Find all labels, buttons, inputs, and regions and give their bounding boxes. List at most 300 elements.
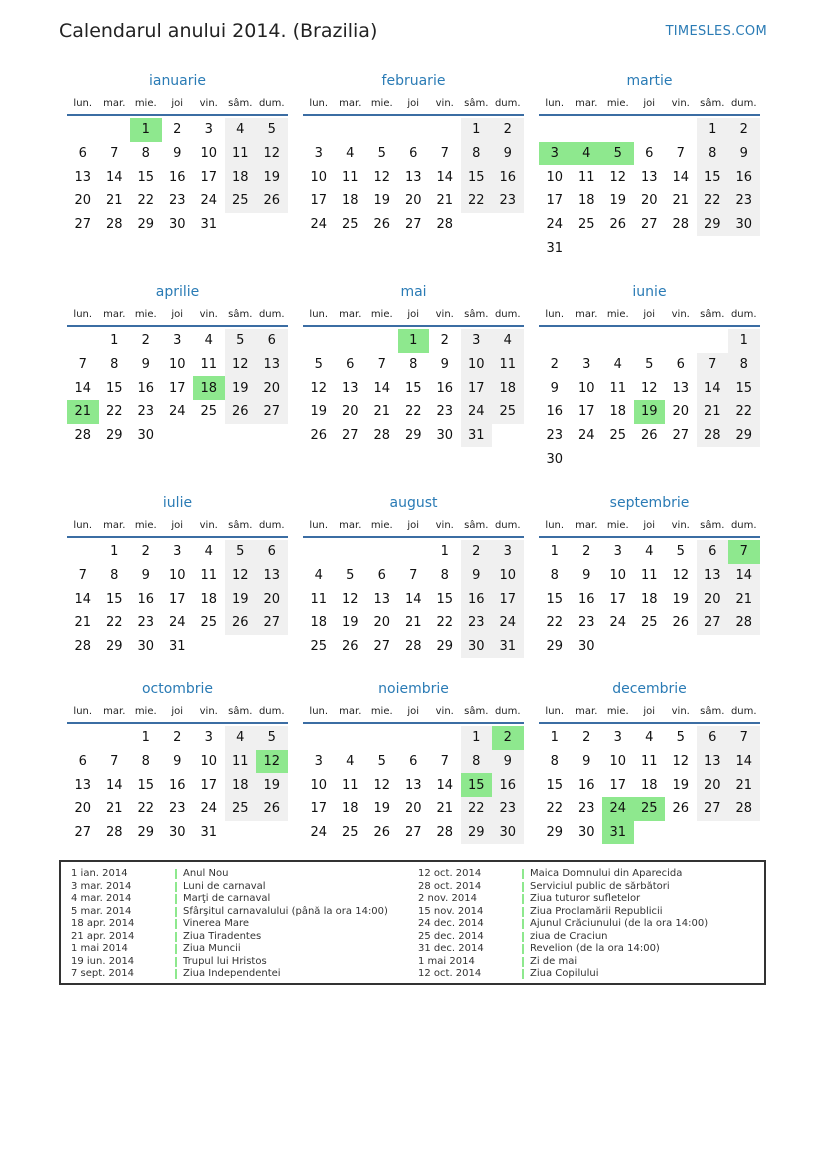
day-cell: 12 [341,591,359,607]
weekday-label: joi [171,97,184,109]
day-cell: 26 [225,611,257,635]
month-title: decembrie [612,681,687,697]
day-cell: 18 [577,193,595,209]
month-title: octombrie [141,681,214,697]
day-cell: 16 [168,777,186,793]
day-cell: 9 [582,568,591,584]
weekday-header [303,92,524,114]
month-divider [303,536,524,538]
legend-row [418,931,758,944]
day-cell: 17 [546,193,564,209]
weekday-label: mie. [370,308,393,320]
day-cell: 15 [105,591,123,607]
day-cell: 8 [110,568,119,584]
weekday-label: dum. [730,705,757,717]
day-cell: 19 [672,591,690,607]
day-cell: 27 [697,611,729,635]
day-grid [539,118,760,260]
holiday-name: Ziua Copilului [530,968,599,979]
day-cell: 16 [492,165,524,189]
weekday-label: sâm. [228,308,253,320]
day-cell: 5 [314,357,323,373]
legend-row [71,893,401,906]
day-cell: 14 [74,380,92,396]
holiday-legend [59,860,766,985]
weekday-label: mie. [134,519,157,531]
day-cell: 17 [200,169,218,185]
day-cell: 15 [546,591,564,607]
day-cell: 20 [697,587,729,611]
holiday-date: 1 ian. 2014 [71,868,128,879]
day-cell: 15 [137,169,155,185]
day-cell: 1 [110,333,119,349]
empty-cell [303,118,335,142]
site-link[interactable]: TIMESLES.COM [665,24,767,39]
weekday-label: lun. [309,705,329,717]
holiday-day-cell: 1 [398,329,430,353]
day-cell: 5 [377,146,386,162]
empty-cell [602,329,634,353]
day-cell: 18 [310,615,328,631]
day-cell: 24 [577,428,595,444]
day-grid [67,726,288,844]
day-cell: 7 [440,146,449,162]
day-cell: 22 [461,189,493,213]
day-cell: 6 [78,754,87,770]
day-cell: 16 [728,165,760,189]
day-cell: 30 [168,825,186,841]
holiday-day-cell: 7 [728,540,760,564]
holiday-date: 31 dec. 2014 [418,943,484,954]
month-februarie [303,70,524,236]
holiday-name: ziua de Craciun [530,930,608,942]
day-cell: 9 [461,564,493,588]
day-cell: 12 [225,353,257,377]
day-cell: 20 [256,587,288,611]
legend-row [418,881,758,894]
day-cell: 19 [609,193,627,209]
weekday-label: dum. [730,519,757,531]
day-cell: 17 [168,380,186,396]
day-cell: 29 [105,428,123,444]
holiday-date: 24 dec. 2014 [418,918,484,929]
day-cell: 11 [640,568,658,584]
day-cell: 6 [346,357,355,373]
day-cell: 30 [728,213,760,237]
month-divider [539,114,760,116]
day-cell: 24 [310,217,328,233]
day-cell: 24 [310,825,328,841]
weekday-label: joi [643,519,656,531]
day-cell: 28 [697,424,729,448]
day-cell: 10 [200,754,218,770]
day-cell: 27 [640,217,658,233]
day-cell: 25 [200,615,218,631]
day-cell: 10 [200,146,218,162]
holiday-marker [175,957,177,967]
empty-cell [303,726,335,750]
month-title: mai [400,284,427,300]
day-cell: 22 [546,801,564,817]
day-cell: 22 [137,193,155,209]
day-cell: 22 [546,615,564,631]
day-cell: 10 [168,568,186,584]
day-cell: 12 [640,380,658,396]
weekday-label: mar. [103,97,126,109]
day-cell: 29 [546,825,564,841]
empty-cell [303,329,335,353]
holiday-name: Anul Nou [183,868,229,879]
weekday-label: dum. [494,519,521,531]
day-cell: 13 [341,380,359,396]
weekday-label: vin. [435,97,454,109]
day-cell: 16 [168,169,186,185]
day-cell: 16 [461,587,493,611]
empty-cell [571,329,603,353]
day-cell: 11 [577,169,595,185]
day-cell: 25 [310,639,328,655]
day-cell: 28 [672,217,690,233]
day-cell: 26 [225,400,257,424]
holiday-day-cell: 1 [130,118,162,142]
empty-cell [67,540,99,564]
day-cell: 21 [697,400,729,424]
day-cell: 23 [137,615,155,631]
day-cell: 14 [672,169,690,185]
day-cell: 21 [105,801,123,817]
day-cell: 1 [141,730,150,746]
weekday-label: mar. [103,308,126,320]
weekday-label: sâm. [464,97,489,109]
holiday-marker [522,894,524,904]
month-title: iunie [632,284,667,300]
weekday-label: lun. [309,97,329,109]
weekday-label: mie. [606,705,629,717]
day-cell: 4 [225,726,257,750]
weekday-header [303,700,524,722]
empty-cell [398,726,430,750]
day-cell: 11 [310,591,328,607]
weekday-label: sâm. [700,97,725,109]
day-cell: 30 [492,821,524,845]
holiday-date: 2 nov. 2014 [418,893,477,904]
day-cell: 5 [645,357,654,373]
day-cell: 20 [74,801,92,817]
weekday-label: dum. [258,97,285,109]
day-cell: 31 [168,639,186,655]
day-cell: 1 [728,329,760,353]
holiday-name: Ziua Tiradentes [183,930,262,942]
day-cell: 28 [728,797,760,821]
day-cell: 7 [78,568,87,584]
holiday-day-cell: 12 [256,750,288,774]
day-cell: 31 [546,240,564,256]
holiday-marker [522,869,524,879]
holiday-day-cell: 24 [602,797,634,821]
weekday-label: lun. [73,705,93,717]
day-cell: 8 [110,357,119,373]
day-cell: 17 [492,587,524,611]
day-cell: 17 [310,801,328,817]
day-cell: 15 [461,165,493,189]
day-cell: 9 [582,754,591,770]
day-cell: 13 [74,169,92,185]
weekday-label: joi [643,705,656,717]
holiday-marker [175,882,177,892]
day-cell: 3 [314,146,323,162]
month-septembrie [539,492,760,658]
day-cell: 19 [373,801,391,817]
day-cell: 25 [341,825,359,841]
weekday-label: sâm. [464,519,489,531]
day-cell: 13 [256,353,288,377]
day-cell: 24 [546,217,564,233]
empty-cell [67,118,99,142]
day-cell: 12 [225,564,257,588]
day-cell: 27 [697,797,729,821]
day-cell: 24 [168,615,186,631]
day-cell: 3 [582,357,591,373]
day-cell: 17 [461,376,493,400]
day-cell: 10 [609,754,627,770]
day-cell: 12 [672,754,690,770]
day-cell: 14 [728,564,760,588]
day-cell: 15 [404,380,422,396]
day-cell: 4 [225,118,257,142]
holiday-name: Ziua tuturor sufletelor [530,893,641,904]
weekday-label: joi [407,308,420,320]
legend-row [71,906,401,919]
day-cell: 7 [676,146,685,162]
weekday-header [539,514,760,536]
weekday-label: vin. [435,705,454,717]
empty-cell [539,329,571,353]
empty-cell [634,118,666,142]
day-cell: 7 [728,726,760,750]
holiday-name: Zi de mai [530,955,578,967]
month-divider [303,114,524,116]
holiday-marker [522,969,524,979]
day-cell: 6 [78,146,87,162]
month-title: martie [626,73,673,89]
month-title: noiembrie [378,681,449,697]
day-cell: 12 [672,568,690,584]
day-cell: 1 [440,544,449,560]
day-cell: 8 [728,353,760,377]
day-cell: 20 [404,801,422,817]
weekday-label: mar. [575,308,598,320]
day-cell: 5 [256,726,288,750]
weekday-label: joi [643,308,656,320]
month-divider [67,536,288,538]
day-cell: 12 [373,777,391,793]
day-cell: 29 [546,639,564,655]
day-cell: 23 [546,428,564,444]
month-divider [539,536,760,538]
holiday-marker [175,932,177,942]
day-cell: 27 [341,428,359,444]
day-cell: 7 [110,146,119,162]
day-cell: 8 [550,568,559,584]
legend-row [418,918,758,931]
day-cell: 13 [74,777,92,793]
holiday-name: Vinerea Mare [183,918,250,929]
day-cell: 22 [137,801,155,817]
weekday-label: mar. [575,705,598,717]
day-cell: 11 [341,169,359,185]
day-cell: 6 [377,568,386,584]
day-cell: 18 [609,404,627,420]
holiday-marker [175,969,177,979]
legend-row [418,893,758,906]
weekday-label: dum. [494,97,521,109]
legend-row [418,968,758,981]
day-cell: 3 [204,730,213,746]
day-cell: 24 [492,611,524,635]
day-cell: 7 [697,353,729,377]
day-cell: 1 [461,118,493,142]
day-cell: 26 [256,797,288,821]
day-cell: 9 [492,142,524,166]
holiday-day-cell: 19 [634,400,666,424]
day-cell: 25 [225,797,257,821]
day-cell: 26 [256,189,288,213]
day-cell: 6 [409,754,418,770]
month-divider [303,325,524,327]
day-cell: 29 [137,217,155,233]
day-cell: 2 [440,333,449,349]
day-cell: 16 [137,591,155,607]
day-cell: 25 [225,189,257,213]
day-cell: 22 [105,615,123,631]
holiday-name: Sfârşitul carnavalului (până la ora 14:00) [183,905,388,917]
day-cell: 19 [225,376,257,400]
day-cell: 31 [492,635,524,659]
day-cell: 21 [672,193,690,209]
day-cell: 4 [346,754,355,770]
holiday-day-cell: 2 [492,726,524,750]
weekday-label: mie. [606,308,629,320]
day-cell: 28 [105,217,123,233]
day-cell: 7 [78,357,87,373]
holiday-date: 12 oct. 2014 [418,968,482,979]
day-cell: 9 [173,146,182,162]
month-martie [539,70,760,260]
empty-cell [303,540,335,564]
day-cell: 26 [341,639,359,655]
day-grid [539,540,760,658]
weekday-label: mar. [575,97,598,109]
legend-row [71,956,401,969]
day-cell: 2 [550,357,559,373]
day-cell: 16 [546,404,564,420]
weekday-label: lun. [545,519,565,531]
day-cell: 31 [461,424,493,448]
day-grid [67,118,288,236]
day-cell: 25 [341,217,359,233]
day-cell: 23 [577,615,595,631]
empty-cell [429,726,461,750]
day-cell: 23 [577,801,595,817]
day-cell: 29 [404,428,422,444]
holiday-day-cell: 25 [634,797,666,821]
month-mai [303,281,524,447]
holiday-name: Serviciul public de sărbători [530,880,670,892]
day-cell: 7 [110,754,119,770]
weekday-label: vin. [671,308,690,320]
month-iunie [539,281,760,471]
day-cell: 9 [550,380,559,396]
empty-cell [665,118,697,142]
day-cell: 21 [404,615,422,631]
day-cell: 30 [577,825,595,841]
holiday-name: Trupul lui Hristos [183,955,267,967]
empty-cell [335,118,367,142]
day-cell: 1 [110,544,119,560]
empty-cell [335,329,367,353]
holiday-marker [175,944,177,954]
holiday-name: Ziua Proclamării Republicii [530,905,663,917]
empty-cell [366,118,398,142]
day-cell: 4 [645,544,654,560]
holiday-date: 25 dec. 2014 [418,930,484,942]
weekday-label: vin. [671,97,690,109]
day-cell: 15 [436,591,454,607]
day-cell: 8 [409,357,418,373]
day-cell: 29 [728,424,760,448]
legend-row [71,968,401,981]
weekday-label: vin. [671,705,690,717]
day-cell: 3 [461,329,493,353]
weekday-label: lun. [545,705,565,717]
day-cell: 8 [550,754,559,770]
day-cell: 9 [492,750,524,774]
day-cell: 13 [404,777,422,793]
weekday-label: sâm. [700,308,725,320]
page-title: Calendarul anului 2014. (Brazilia) [59,20,378,42]
day-cell: 8 [141,754,150,770]
day-cell: 17 [168,591,186,607]
day-cell: 30 [546,451,564,467]
weekday-label: mar. [339,97,362,109]
day-cell: 3 [314,754,323,770]
month-aprilie [67,281,288,447]
day-cell: 18 [640,777,658,793]
day-cell: 4 [645,730,654,746]
day-grid [303,540,524,658]
legend-row [418,868,758,881]
weekday-header [303,514,524,536]
holiday-date: 1 mai 2014 [418,955,475,967]
holiday-marker [175,907,177,917]
weekday-label: lun. [309,308,329,320]
day-cell: 2 [141,333,150,349]
day-cell: 23 [168,801,186,817]
holiday-day-cell: 5 [602,142,634,166]
empty-cell [99,726,131,750]
weekday-label: mar. [339,308,362,320]
day-cell: 12 [310,380,328,396]
day-cell: 14 [728,750,760,774]
day-cell: 11 [200,568,218,584]
day-cell: 16 [577,777,595,793]
day-cell: 30 [577,639,595,655]
day-cell: 22 [697,189,729,213]
day-cell: 10 [168,357,186,373]
holiday-marker [522,944,524,954]
holiday-day-cell: 15 [461,773,493,797]
day-cell: 13 [697,564,729,588]
